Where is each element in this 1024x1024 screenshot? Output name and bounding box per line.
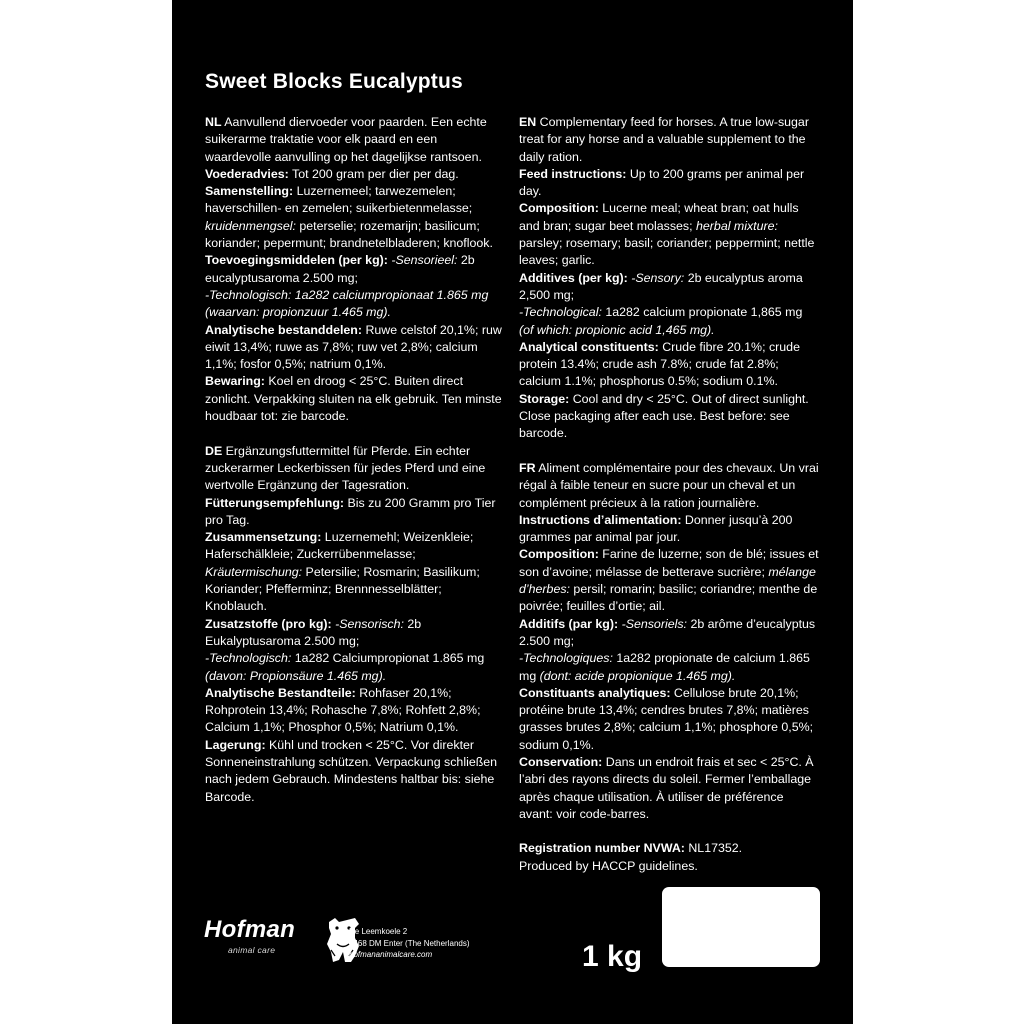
de-section: [205, 443, 505, 806]
fr-feed: Instructions d’alimentation: Donner jusqu’à 200 grammes par animal par jour.: [519, 512, 793, 545]
fr-analytical: Constituants analytiques: Cellulose brute 20,1%; protéine brute 13,4%; cendres brutes 7,8%; matières grasses brutes 2,8%; calcium 1,1%; phosphore 0,5%; sodium 0,1%.: [519, 685, 814, 752]
en-section: [519, 114, 819, 443]
de-additives-tech: -Technologisch: 1a282 Calciumpropionat 1.865 mg (davon: Propionsäure 1.465 mg).: [205, 651, 485, 683]
brand-subtitle: animal care: [228, 945, 276, 955]
en-analytical: Analytical constituents: Crude fibre 20.1%; crude protein 13.4%; crude ash 7.8%; crude fat 2.8%; calcium 1.1%; phosphorus 0.5%; sodium 0.1%.: [519, 339, 800, 389]
left-column: [205, 114, 505, 823]
nl-additives-tech: -Technologisch: 1a282 calciumpropionaat 1.865 mg (waarvan: propionzuur 1.465 mg).: [205, 287, 489, 320]
nl-composition: Samenstelling: Luzernemeel; tarwezemelen; haverschillen- en zemelen; suikerbietenmelasse; kruidenmengsel: peterselie; rozemarijn; basilicum; koriander; pepermunt; brandnetelbladeren; knoflook.: [205, 184, 493, 251]
en-additives: Additives (per kg): -Sensory: 2b eucalyptus aroma 2,500 mg;: [519, 270, 803, 302]
de-composition: Zusammensetzung: Luzernemehl; Weizenkleie; Haferschälkleie; Zuckerrübenmelasse; Kräutermischung: Petersilie; Rosmarin; Basilikum; Koriander; Pfefferminz; Brennnesselblätter; Knoblauch.: [205, 530, 480, 614]
en-storage: Storage: Cool and dry < 25°C. Out of direct sunlight. Close packaging after each use. Best before: see barcode.: [519, 391, 809, 441]
en-additives-tech: -Technological: 1a282 calcium propionate 1,865 mg (of which: propionic acid 1,465 mg).: [519, 305, 803, 337]
de-storage: Lagerung: Kühl und trocken < 25°C. Vor direkter Sonneneinstrahlung schützen. Verpackung schließen nach jedem Gebrauch. Mindestens haltbar bis: siehe Barcode.: [205, 737, 498, 804]
en-lang-code: EN: [519, 115, 537, 129]
product-title: Sweet Blocks Eucalyptus: [205, 70, 463, 93]
address-city: 7468 DM Enter (The Netherlands): [349, 938, 470, 948]
product-label-panel: [172, 0, 853, 1024]
fr-additives: Additifs (par kg): -Sensoriels: 2b arôme d’eucalyptus 2.500 mg;: [519, 616, 816, 648]
de-intro: DE Ergänzungsfuttermittel für Pferde. Ein echter zuckerarmer Leckerbissen für jedes Pferd und eine wertvolle Ergänzung der Tagesration.: [205, 443, 486, 493]
nl-lang-code: NL: [205, 115, 222, 129]
en-composition: Composition: Lucerne meal; wheat bran; oat hulls and bran; sugar beet molasses; herbal mixture: parsley; rosemary; basil; coriander; peppermint; nettle leaves; garlic.: [519, 201, 815, 268]
fr-composition: Composition: Farine de luzerne; son de blé; issues et son d’avoine; mélasse de betterave sucrière; mélange d’herbes: persil; romarin; basilic; coriandre; menthe de poivrée; feuilles d’ortie; ail.: [519, 547, 819, 614]
right-column: [519, 114, 819, 892]
nl-additives: Toevoegingsmiddelen (per kg): -Sensorieel: 2b eucalyptusaroma 2.500 mg;: [205, 253, 475, 285]
nl-storage: Bewaring: Koel en droog < 25°C. Buiten direct zonlicht. Verpakking sluiten na elk gebruik. Ten minste houdbaar tot: zie barcode.: [205, 374, 502, 424]
de-additives: Zusatzstoffe (pro kg): -Sensorisch: 2b Eukalyptusaroma 2.500 mg;: [205, 616, 422, 648]
en-feed: Feed instructions: Up to 200 grams per animal per day.: [519, 166, 805, 199]
net-weight: 1 kg: [582, 940, 643, 973]
registration-section: [519, 840, 819, 875]
de-feed: Fütterungsempfehlung: Bis zu 200 Gramm pro Tier pro Tag.: [205, 495, 496, 527]
fr-storage: Conservation: Dans un endroit frais et sec < 25°C. À l’abri des rayons directs du soleil. Fermer l’emballage après chaque utilisation. À utiliser de préférence avant: voir code-barres.: [519, 754, 814, 821]
fr-intro: FR Aliment complémentaire pour des chevaux. Un vrai régal à faible teneur en sucre pour un cheval et un complément précieux à la ration journalière.: [519, 460, 819, 510]
fr-section: [519, 460, 819, 823]
haccp-note: Produced by HACCP guidelines.: [519, 858, 698, 873]
brand-name: Hofman: [204, 916, 296, 943]
hofman-logo: [204, 916, 296, 955]
address-street: De Leemkoele 2: [349, 927, 408, 936]
de-lang-code: DE: [205, 443, 223, 458]
website-link[interactable]: hofmananimalcare.com: [349, 950, 433, 959]
en-intro: EN Complementary feed for horses. A true low-sugar treat for any horse and a valuable supplement to the daily ration.: [519, 115, 809, 164]
fr-lang-code: FR: [519, 460, 536, 475]
fr-additives-tech: -Technologiques: 1a282 propionate de calcium 1.865 mg (dont: acide propionique 1.465 mg).: [519, 651, 810, 683]
de-analytical: Analytische Bestandteile: Rohfaser 20,1%; Rohprotein 13,4%; Rohasche 7,8%; Rohfett 2,8%; Calcium 1,1%; Phosphor 0,5%; Natrium 0,1%.: [205, 685, 481, 735]
nl-section: [205, 114, 505, 425]
registration-number: Registration number NVWA: NL17352.: [519, 841, 743, 856]
nl-feed: Voederadvies: Tot 200 gram per dier per dag.: [205, 166, 459, 181]
barcode-area: [662, 887, 820, 967]
nl-analytical: Analytische bestanddelen: Ruwe celstof 20,1%; ruw eiwit 13,4%; ruwe as 7,8%; ruw vet 2,8%; calcium 1,1%; fosfor 0,5%; natrium 0,1%.: [205, 322, 502, 372]
company-address: [349, 926, 470, 961]
nl-intro: NL Aanvullend diervoeder voor paarden. Een echte suikerarme traktatie voor elk paard en een waardevolle aanvulling op het dagelijkse rantsoen.: [205, 115, 487, 164]
